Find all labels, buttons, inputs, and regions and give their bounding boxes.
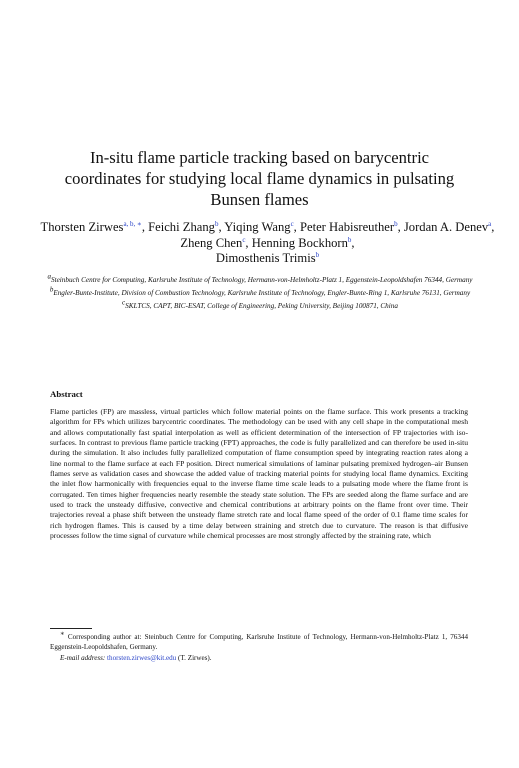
email-link[interactable]: thorsten.zirwes@kit.edu — [107, 653, 177, 662]
author-affiliation-mark: c — [290, 219, 294, 228]
affiliation-list — [40, 272, 480, 315]
author-affiliation-mark: b — [347, 235, 352, 244]
author: Zheng Chen$^c$, — [180, 235, 249, 250]
author-affiliation-mark: c — [242, 235, 246, 244]
footnote-email: E-mail address: thorsten.zirwes@kit.edu (T. Zirwes). — [60, 653, 212, 662]
author-list — [40, 220, 495, 267]
author-affiliation-mark: b — [214, 219, 219, 228]
affiliation: $^b$Engler-Bunte-Institute, Division of Combustion Technology, Karlsruhe Institute of Technology, Engler-Bunte-Ring 1, Karlsruhe 76131, Germany — [49, 285, 471, 297]
abstract-heading: Abstract — [50, 389, 83, 399]
paper-title: In-situ flame particle tracking based on barycentric coordinates for studying local flame dynamics in pulsating Bunsen flames — [64, 148, 455, 209]
footnote-corresponding: ∗ Corresponding author at: Steinbuch Centre for Computing, Karlsruhe Institute of Technology, Hermann-von-Helmholtz-Platz 1, 76344 Eggenstein-Leopoldshafen, Germany. — [50, 629, 468, 652]
author: Thorsten Zirwes$^{a, b, ∗}$, — [40, 219, 145, 234]
abstract-body: Flame particles (FP) are massless, virtual particles which follow material points on the flame surface. This work presents a tracking algorithm for FPs which utilizes barycentric coordinates. The methodology can be used with any cell shape in the computational mesh and allows computationally fast spatial interpolation as well as efficient determination of the intersection of FP trajectories with iso-surfaces. In contrast to previous flame particle tracking (FPT) approaches, the code is fully parallelized and can therefore be used in-situ during the simulation. It also includes fully parallelized computation of flame consumption speed by integrating reaction rates along a line normal to the flame surface at each FP position. Direct numerical simulations of laminar pulsating premixed hydrogen–air Bunsen flames serve as validation cases and showcase the added value of tracking material points for studying local flame dynamics. Exciting the inlet flow harmonically with frequencies equal to the inverse flame time scale leads to a pulsating mode where the flame front is corrugated. Ten times higher frequencies nearly resemble the steady state solution. The FPs are seeded along the flame surface and are used to track the unsteady diffusive, convective and chemical contributions at arbitrary points on the flame front over time. Their trajectories reveal a phase shift between the unsteady flame stretch rate and local flame speed of the order of 0.1 flame time scales for rich hydrogen flames. This is caused by a time delay between straining and stretch due to curvature. The reason is that diffusive processes follow the time signal of curvature while chemical processes are most strongly affected by the straining rate, which — [50, 407, 468, 541]
author: Dimosthenis Trimis$^b$ — [215, 250, 320, 265]
affiliation: $^a$Steinbuch Centre for Computing, Karlsruhe Institute of Technology, Hermann-von-Helmholtz-Platz 1, Eggenstein-Leopoldshafen 76344, Germany — [47, 272, 473, 284]
author-affiliation-mark: a, b, ∗ — [123, 219, 142, 228]
author: Jordan A. Denev$^a$, — [403, 219, 495, 234]
author: Peter Habisreuther$^b$, — [299, 219, 401, 234]
footnote-rule — [50, 628, 92, 629]
author: Yiqing Wang$^c$, — [224, 219, 297, 234]
footnote — [50, 629, 468, 663]
author-affiliation-mark: a — [488, 219, 492, 228]
author-affiliation-mark: b — [315, 250, 320, 259]
author: Henning Bockhorn$^b$, — [251, 235, 355, 250]
author: Feichi Zhang$^b$, — [148, 219, 222, 234]
author-affiliation-mark: b — [394, 219, 398, 228]
affiliation: $^c$SKLTCS, CAPT, BIC-ESAT, College of Engineering, Peking University, Beijing 100871, China — [122, 298, 398, 310]
